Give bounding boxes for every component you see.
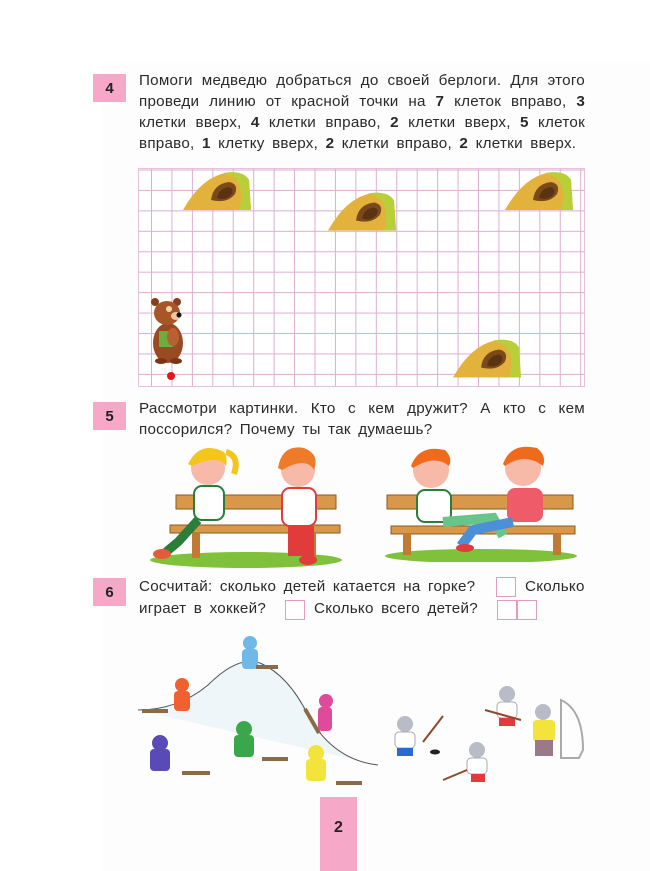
- answer-box-hockey[interactable]: [285, 600, 305, 620]
- friendly-boys-illustration: [383, 440, 579, 562]
- task-5-instructions: Рассмотри картинки. Кто с кем дружит? А кто с кем поссорился? Почему ты так думаешь?: [139, 400, 585, 438]
- text-part: клетки вверх,: [139, 114, 251, 131]
- quarrelling-girls-illustration: [148, 440, 344, 568]
- page-number: 2: [334, 819, 343, 836]
- task-6-question-line-1: [139, 576, 475, 597]
- start-point-dot[interactable]: [167, 372, 175, 380]
- step-count: 2: [390, 114, 399, 131]
- step-count: 5: [519, 114, 529, 131]
- burrow-icon: [453, 337, 521, 378]
- page-number-tab: [320, 797, 357, 871]
- text-part: клеток вправо,: [139, 114, 585, 152]
- task-number: 5: [105, 407, 114, 425]
- text-part: клетки вправо,: [334, 135, 460, 152]
- task-number-badge: [93, 578, 126, 606]
- step-count: 4: [250, 114, 260, 131]
- burrow-icon: [505, 170, 573, 210]
- text-part: клетки вправо,: [259, 114, 391, 131]
- task-number: 4: [105, 79, 114, 97]
- text-part: клетку вверх,: [210, 135, 326, 152]
- answer-box-sledding[interactable]: [496, 577, 516, 597]
- task-number: 6: [105, 583, 114, 601]
- children-hockey-illustration: [383, 680, 588, 795]
- task-number-badge: [93, 74, 126, 102]
- question-hockey-start: Сколько: [525, 578, 585, 595]
- text-part: клетки вверх.: [468, 135, 577, 152]
- task-number-badge: [93, 402, 126, 430]
- answer-box-total-tens[interactable]: [497, 600, 517, 620]
- text-part: клеток вправо,: [444, 93, 577, 110]
- question-sledding: Сосчитай: сколько детей катается на горке?: [139, 578, 476, 595]
- step-count: 2: [325, 135, 335, 152]
- task-4-instructions: [139, 70, 585, 154]
- answer-box-total-ones[interactable]: [517, 600, 537, 620]
- step-count: 2: [459, 135, 469, 152]
- question-total: Сколько всего детей?: [314, 600, 478, 617]
- step-count: 1: [201, 135, 211, 152]
- question-hockey-end: играет в хоккей?: [139, 600, 267, 617]
- children-sledding-illustration: [138, 625, 378, 790]
- step-count: 7: [435, 93, 445, 110]
- text-part: Помоги медведю добраться до своей берлоги. Для этого проведи линию от красной точки на: [139, 72, 585, 110]
- text-part: клетки вверх,: [398, 114, 520, 131]
- burrow-icon: [328, 190, 396, 231]
- step-count: 3: [576, 93, 586, 110]
- bear-icon: [147, 297, 189, 365]
- burrow-icon: [183, 170, 251, 210]
